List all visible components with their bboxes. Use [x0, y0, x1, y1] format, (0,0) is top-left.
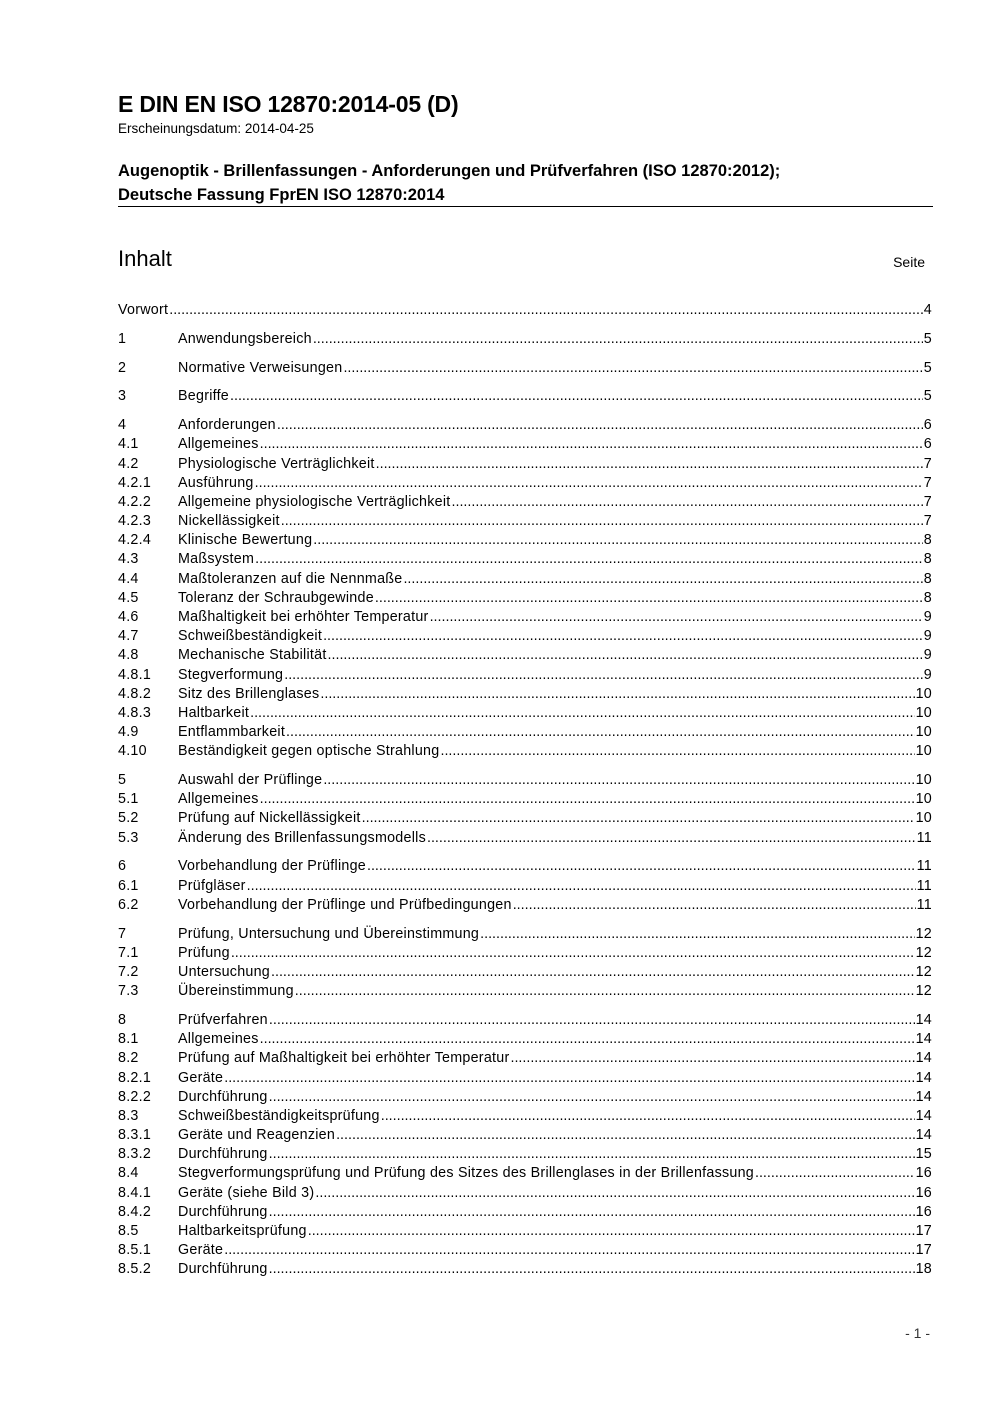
toc-entry-title: Klinische Bewertung: [178, 532, 313, 549]
document-id: E DIN EN ISO 12870:2014-05 (D): [118, 91, 459, 117]
toc-entry-page: 8: [923, 551, 932, 568]
toc-dot-leader: [336, 1126, 915, 1145]
toc-entry-number: 4.2.3: [118, 513, 152, 530]
toc-entry-number: 4.4: [118, 570, 139, 587]
toc-entry-number: 4.9: [118, 724, 139, 741]
toc-entry-number: 8.2.2: [118, 1088, 152, 1105]
toc-entry[interactable]: [118, 925, 932, 944]
toc-entry[interactable]: [118, 435, 932, 454]
toc-entry-title: Vorwort: [118, 302, 169, 318]
toc-entry-title: Begriffe: [178, 388, 230, 405]
toc-entry-title: Prüfung: [178, 944, 230, 961]
toc-entry[interactable]: [118, 723, 932, 742]
toc-dot-leader: [271, 963, 915, 982]
toc-entry-page: 14: [915, 1088, 932, 1105]
toc-entry-title: Durchführung: [178, 1203, 268, 1220]
toc-entry[interactable]: [118, 1241, 932, 1260]
toc-entry-number: 7: [118, 925, 127, 942]
toc-entry-page: 8: [923, 570, 932, 587]
toc-entry-page: 16: [915, 1203, 932, 1220]
toc-entry-page: 7: [923, 513, 932, 530]
toc-dot-leader: [260, 435, 923, 454]
toc-entry-number: 8.3.2: [118, 1146, 152, 1163]
toc-entry-number: 6: [118, 858, 127, 875]
toc-page-column-label: Seite: [893, 254, 925, 270]
toc-entry-page: 6: [923, 417, 932, 434]
toc-entry-title: Geräte und Reagenzien: [178, 1127, 336, 1144]
toc-entry-page: 16: [915, 1184, 932, 1201]
toc-entry-title: Anforderungen: [178, 417, 276, 434]
toc-entry-number: 4.2: [118, 455, 139, 472]
subtitle-line-2: Deutsche Fassung FprEN ISO 12870:2014: [118, 186, 445, 204]
toc-entry-page: 8: [923, 589, 932, 606]
toc-entry-page: 5: [923, 330, 932, 347]
toc-entry[interactable]: [118, 1011, 932, 1030]
toc-entry-title: Anwendungsbereich: [178, 330, 312, 347]
toc-dot-leader: [250, 704, 915, 723]
toc-entry-title: Ausführung: [178, 474, 254, 491]
toc-entry[interactable]: [118, 1145, 932, 1164]
toc-entry[interactable]: [118, 685, 932, 704]
toc-entry-number: 4.2.2: [118, 493, 152, 510]
toc-dot-leader: [313, 330, 923, 349]
toc-entry-title: Durchführung: [178, 1261, 268, 1278]
toc-entry[interactable]: [118, 1049, 932, 1068]
toc-entry-title: Haltbarkeit: [178, 704, 250, 721]
toc-entry[interactable]: [118, 771, 932, 790]
toc-entry-number: 5.3: [118, 829, 139, 846]
toc-entry-number: 8.1: [118, 1031, 139, 1048]
toc-entry[interactable]: [118, 1184, 932, 1203]
toc-entry-number: 6.2: [118, 896, 139, 913]
toc-entry[interactable]: [118, 829, 932, 848]
toc-entry-title: Physiologische Verträglichkeit: [178, 455, 375, 472]
toc-dot-leader: [320, 685, 914, 704]
publication-date: Erscheinungsdatum: 2014-04-25: [118, 121, 314, 136]
toc-entry-title: Entflammbarkeit: [178, 724, 286, 741]
toc-entry-number: 8.3: [118, 1107, 139, 1124]
toc-entry[interactable]: [118, 742, 932, 761]
toc-entry-number: 4.2.1: [118, 474, 152, 491]
toc-dot-leader: [376, 455, 923, 474]
toc-dot-leader: [269, 1260, 915, 1279]
toc-dot-leader: [269, 1145, 915, 1164]
toc-entry-page: 7: [923, 493, 932, 510]
toc-entry[interactable]: [118, 857, 932, 876]
toc-dot-leader: [224, 1069, 914, 1088]
toc-entry-title: Allgemeines: [178, 791, 259, 808]
toc-entry-page: 12: [915, 944, 932, 961]
toc-entry-page: 11: [916, 877, 932, 894]
toc-entry[interactable]: [118, 493, 932, 512]
toc-entry[interactable]: [118, 627, 932, 646]
toc-entry-number: 2: [118, 359, 127, 376]
toc-entry[interactable]: [118, 570, 932, 589]
toc-entry[interactable]: [118, 1260, 932, 1279]
toc-entry-number: 4.6: [118, 609, 139, 625]
toc-entry-page: 16: [915, 1165, 932, 1182]
toc-entry[interactable]: [118, 1126, 932, 1145]
toc-entry-page: 10: [915, 772, 932, 789]
toc-entry-number: 4.7: [118, 628, 139, 645]
toc-entry-title: Durchführung: [178, 1088, 268, 1105]
toc-entry-title: Prüfung, Untersuchung und Übereinstimmung: [178, 925, 480, 942]
toc-entry[interactable]: [118, 790, 932, 809]
toc-entry-page: 17: [915, 1223, 932, 1239]
toc-entry-page: 5: [923, 359, 932, 376]
toc-entry-page: 17: [915, 1242, 932, 1259]
toc-entry-title: Haltbarkeitsprüfung: [178, 1223, 307, 1239]
toc-dot-leader: [269, 1203, 915, 1222]
toc-dot-leader: [328, 646, 923, 665]
toc-entry-page: 9: [923, 628, 932, 645]
toc-entry-title: Durchführung: [178, 1146, 268, 1163]
toc-entry-page: 12: [915, 925, 932, 942]
toc-entry-page: 10: [915, 685, 932, 702]
toc-entry-title: Prüfgläser: [178, 877, 246, 894]
toc-entry-title: Prüfverfahren: [178, 1011, 268, 1028]
toc-entry-number: 7.2: [118, 963, 139, 980]
toc-entry-title: Stegverformung: [178, 666, 284, 683]
toc-dot-leader: [480, 925, 914, 944]
toc-entry-title: Maßtoleranzen auf die Nennmaße: [178, 570, 403, 587]
toc-entry-page: 12: [915, 963, 932, 980]
toc-entry-title: Toleranz der Schraubgewinde: [178, 589, 374, 606]
toc-entry[interactable]: [118, 608, 932, 627]
toc-dot-leader: [430, 608, 923, 627]
toc-entry-page: 10: [915, 743, 932, 760]
toc-entry-page: 14: [915, 1031, 932, 1048]
toc-entry-number: 4.8.2: [118, 685, 152, 702]
toc-entry-page: 12: [915, 983, 932, 1000]
toc-entry-page: 14: [915, 1127, 932, 1144]
toc-dot-leader: [375, 589, 923, 608]
toc-entry[interactable]: [118, 646, 932, 665]
toc-dot-leader: [323, 771, 914, 790]
toc-entry-title: Übereinstimmung: [178, 983, 294, 1000]
toc-dot-leader: [440, 742, 914, 761]
toc-entry-page: 14: [915, 1050, 932, 1067]
toc-entry-number: 7.1: [118, 944, 139, 961]
toc-dot-leader: [427, 829, 916, 848]
toc-entry-page: 8: [923, 532, 932, 549]
toc-entry-title: Auswahl der Prüflinge: [178, 772, 323, 789]
toc-entry-number: 8.2: [118, 1050, 139, 1067]
toc-entry-title: Stegverformungsprüfung und Prüfung des Sitzes des Brillenglases in der Brillenfassung: [178, 1165, 754, 1182]
toc-entry-title: Beständigkeit gegen optische Strahlung: [178, 743, 440, 760]
toc-entry-page: 10: [915, 724, 932, 741]
toc-entry-number: 8.5: [118, 1223, 139, 1239]
toc-entry-title: Vorbehandlung der Prüflinge und Prüfbedingungen: [178, 896, 512, 913]
toc-entry-title: Prüfung auf Maßhaltigkeit bei erhöhter Temperatur: [178, 1050, 510, 1067]
toc-entry-page: 11: [916, 829, 932, 846]
toc-entry-number: 8.4.1: [118, 1184, 152, 1201]
toc-dot-leader: [295, 982, 915, 1001]
toc-entry[interactable]: [118, 1107, 932, 1126]
toc-entry-title: Änderung des Brillenfassungsmodells: [178, 829, 426, 846]
toc-entry-number: 4.3: [118, 551, 139, 568]
toc-entry[interactable]: [118, 963, 932, 982]
toc-dot-leader: [269, 1011, 915, 1030]
title-divider: [118, 206, 933, 207]
toc-entry[interactable]: [118, 896, 932, 915]
toc-dot-leader: [260, 790, 915, 809]
toc-entry-title: Allgemeine physiologische Verträglichkeit: [178, 493, 451, 510]
toc-entry[interactable]: [118, 359, 932, 378]
toc-entry-title: Allgemeines: [178, 1031, 259, 1048]
toc-entry-number: 4.8.1: [118, 666, 152, 683]
toc-entry[interactable]: [118, 416, 932, 435]
toc-dot-leader: [224, 1241, 914, 1260]
toc-entry-title: Vorbehandlung der Prüflinge: [178, 858, 366, 875]
toc-entry-title: Sitz des Brillenglases: [178, 685, 320, 702]
toc-entry-number: 8.2.1: [118, 1069, 152, 1086]
toc-entry-number: 4: [118, 417, 127, 434]
toc-dot-leader: [367, 857, 916, 876]
document-subtitle: [118, 159, 933, 207]
toc-dot-leader: [286, 723, 915, 742]
toc-dot-leader: [381, 1107, 915, 1126]
toc-dot-leader: [281, 512, 923, 531]
toc-entry-number: 4.5: [118, 589, 139, 606]
toc-dot-leader: [323, 627, 923, 646]
toc-entry[interactable]: [118, 704, 932, 723]
toc-entry-title: Maßhaltigkeit bei erhöhter Temperatur: [178, 609, 429, 625]
toc-dot-leader: [403, 570, 922, 589]
toc-entry-title: Prüfung auf Nickellässigkeit: [178, 810, 361, 827]
toc-entry-title: Mechanische Stabilität: [178, 647, 327, 664]
toc-entry-page: 10: [915, 704, 932, 721]
toc-entry[interactable]: [118, 589, 932, 608]
toc-entry[interactable]: [118, 455, 932, 474]
toc-entry-title: Schweißbeständigkeitsprüfung: [178, 1107, 380, 1124]
toc-entry[interactable]: [118, 301, 932, 320]
toc-dot-leader: [513, 896, 916, 915]
page-number: - 1 -: [905, 1325, 930, 1341]
toc-dot-leader: [755, 1164, 915, 1183]
toc-entry-title: Allgemeines: [178, 436, 259, 453]
toc-entry-page: 10: [915, 791, 932, 808]
toc-dot-leader: [260, 1030, 915, 1049]
toc-entry-number: 4.8.3: [118, 704, 152, 721]
toc-entry-page: 11: [916, 858, 932, 875]
toc-entry[interactable]: [118, 1203, 932, 1222]
table-of-contents: [118, 301, 932, 1280]
toc-entry-title: Geräte: [178, 1242, 224, 1259]
toc-entry-number: 4.10: [118, 743, 147, 760]
toc-entry-page: 7: [923, 474, 932, 491]
toc-entry[interactable]: [118, 982, 932, 1001]
toc-entry[interactable]: [118, 474, 932, 493]
toc-entry-number: 4.1: [118, 436, 139, 453]
toc-entry-page: 6: [923, 436, 932, 453]
toc-dot-leader: [510, 1049, 914, 1068]
toc-dot-leader: [247, 877, 916, 896]
subtitle-line-1: Augenoptik - Brillenfassungen - Anforderungen und Prüfverfahren (ISO 12870:2012);: [118, 162, 781, 180]
toc-entry[interactable]: [118, 809, 932, 828]
toc-entry-number: 3: [118, 388, 127, 405]
toc-entry-number: 7.3: [118, 983, 139, 1000]
toc-entry[interactable]: [118, 512, 932, 531]
toc-entry-page: 18: [915, 1261, 932, 1278]
toc-entry-title: Untersuchung: [178, 963, 271, 980]
toc-entry-number: 8.4.2: [118, 1203, 152, 1220]
toc-entry[interactable]: [118, 330, 932, 349]
toc-dot-leader: [452, 493, 923, 512]
toc-entry-number: 5.1: [118, 791, 139, 808]
toc-entry[interactable]: [118, 1088, 932, 1107]
toc-entry-number: 8.3.1: [118, 1127, 152, 1144]
toc-entry-title: Schweißbeständigkeit: [178, 628, 323, 645]
toc-entry[interactable]: [118, 1069, 932, 1088]
toc-entry-page: 14: [915, 1107, 932, 1124]
toc-dot-leader: [343, 359, 922, 378]
toc-entry-page: 9: [923, 647, 932, 664]
toc-dot-leader: [313, 531, 923, 550]
toc-dot-leader: [230, 387, 923, 406]
toc-entry-page: 9: [923, 666, 932, 683]
toc-dot-leader: [255, 550, 923, 569]
toc-entry-number: 1: [118, 330, 127, 347]
toc-heading: Inhalt: [118, 246, 172, 271]
toc-dot-leader: [284, 666, 923, 685]
toc-entry-title: Maßsystem: [178, 551, 255, 568]
toc-entry[interactable]: [118, 944, 932, 963]
toc-dot-leader: [277, 416, 923, 435]
toc-entry-page: 7: [923, 455, 932, 472]
toc-entry-number: 8: [118, 1011, 127, 1028]
toc-dot-leader: [169, 301, 923, 320]
toc-entry[interactable]: [118, 1222, 932, 1241]
toc-dot-leader: [255, 474, 923, 493]
toc-entry-title: Geräte (siehe Bild 3): [178, 1184, 315, 1201]
toc-entry-number: 4.2.4: [118, 532, 152, 549]
toc-entry[interactable]: [118, 1030, 932, 1049]
toc-entry-page: 14: [915, 1069, 932, 1086]
toc-entry[interactable]: [118, 531, 932, 550]
toc-dot-leader: [362, 809, 915, 828]
toc-entry-page: 10: [915, 810, 932, 827]
toc-dot-leader: [269, 1088, 915, 1107]
toc-dot-leader: [315, 1184, 914, 1203]
toc-entry-number: 8.5.2: [118, 1261, 152, 1278]
toc-entry-page: 15: [915, 1146, 932, 1163]
toc-entry[interactable]: [118, 666, 932, 685]
toc-entry-page: 14: [915, 1011, 932, 1028]
toc-entry-page: 4: [923, 302, 932, 318]
toc-dot-leader: [308, 1222, 915, 1241]
toc-entry-title: Nickellässigkeit: [178, 513, 280, 530]
toc-entry[interactable]: [118, 387, 932, 406]
toc-entry-page: 11: [916, 896, 932, 913]
toc-entry-page: 5: [923, 388, 932, 405]
toc-entry-number: 5: [118, 772, 127, 789]
toc-entry-number: 6.1: [118, 877, 139, 894]
toc-entry[interactable]: [118, 877, 932, 896]
toc-entry-number: 5.2: [118, 810, 139, 827]
toc-entry-page: 9: [923, 609, 932, 625]
toc-entry[interactable]: [118, 1164, 932, 1183]
toc-entry-title: Geräte: [178, 1069, 224, 1086]
toc-entry-number: 4.8: [118, 647, 139, 664]
toc-entry-number: 8.5.1: [118, 1242, 152, 1259]
toc-entry[interactable]: [118, 550, 932, 569]
toc-dot-leader: [231, 944, 915, 963]
toc-entry-number: 8.4: [118, 1165, 139, 1182]
toc-entry-title: Normative Verweisungen: [178, 359, 343, 376]
